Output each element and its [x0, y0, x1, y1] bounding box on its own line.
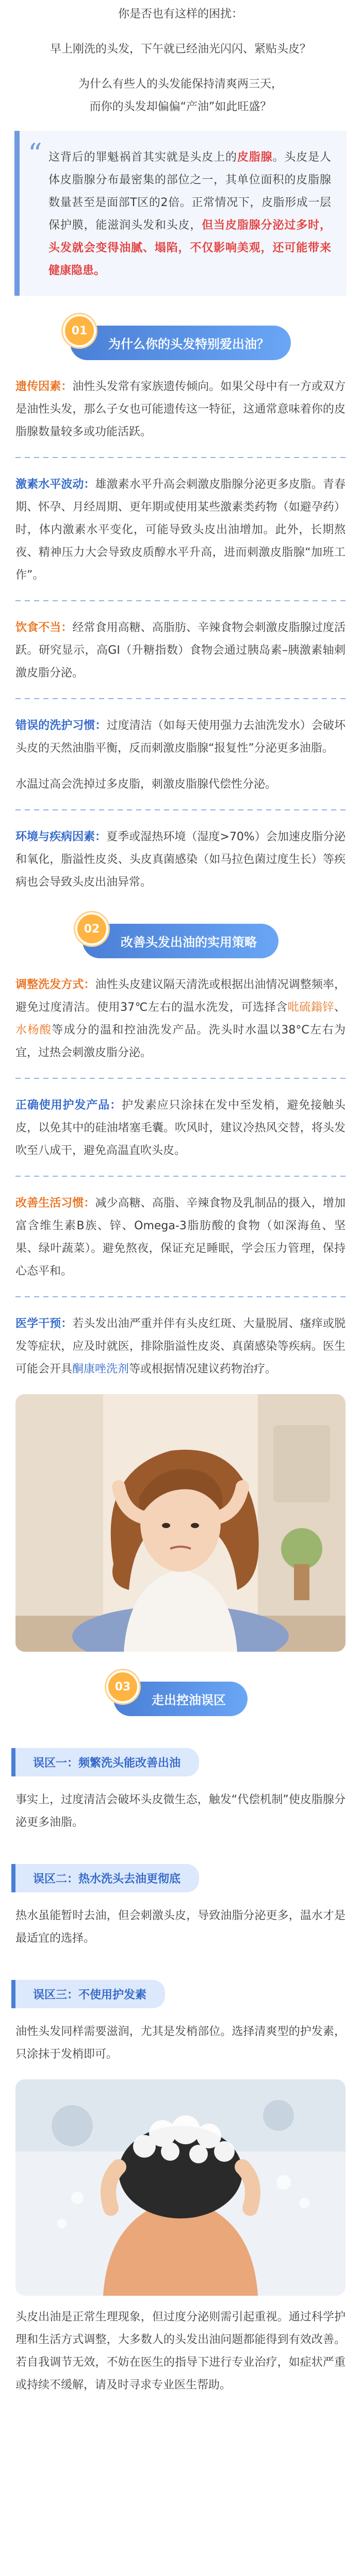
section-3-number: 03	[106, 1670, 139, 1703]
intro-line-1: 你是否也有这样的困扰：	[118, 8, 243, 21]
tip-washing	[15, 974, 346, 1064]
divider	[15, 1296, 346, 1297]
tip-conditioner-text: 护发素应只涂抹在发中至发梢，避免接触头皮，以免其中的硅油堵塞毛囊。吹风时，建议冷热风交替，将头发吹至八成干，避免高温直吹头皮。	[15, 1099, 346, 1157]
section-2-header	[0, 924, 361, 958]
cause-washing-text: 过度清洁（如每天使用强力去油洗发水）会破坏头皮的天然油脂平衡，反而刺激皮脂腺“报复性”分泌更多油脂。	[15, 719, 346, 755]
section-1-body-4	[15, 715, 346, 796]
cause-hormones-label: 激素水平波动：	[15, 478, 95, 491]
myth-3-tag: 误区三：不使用护发素	[15, 1980, 165, 2008]
tip-washing-separator: 、	[334, 1001, 346, 1014]
section-3-pill	[113, 1682, 248, 1716]
cause-hormones	[15, 473, 346, 587]
cause-washing	[15, 715, 346, 760]
section-2-body	[15, 974, 346, 1064]
quote-mark-icon: “	[28, 138, 42, 170]
cause-genetics-text: 油性头发常有家族遗传倾向。如果父母中有一方或双方是油性头发，那么子女也可能遗传这一特征，这通常意味着你的皮脂腺数量较多或功能活跃。	[15, 380, 346, 438]
section-1-header	[0, 326, 361, 360]
illustration-hair-washing	[15, 2079, 346, 2296]
section-1-body-3	[15, 617, 346, 685]
quote-card	[14, 131, 347, 296]
intro	[0, 0, 361, 118]
myth-3-text: 油性头发同样需要滋润，尤其是发梢部位。选择清爽型的护发素，只涂抹于发梢即可。	[15, 2025, 346, 2061]
cause-diet-label: 饮食不当：	[15, 621, 73, 634]
tip-medical-text-b: 等或根据情况建议药物治疗。	[129, 1363, 277, 1376]
divider	[15, 457, 346, 458]
section-1-title: 为什么你的头发特别爱出油？	[108, 337, 269, 351]
quote-part-1: 这背后的罪魁祸首其实就是头皮上的	[48, 151, 237, 164]
myth-2-text: 热水虽能暂时去油，但会刺激头皮，导致油脂分泌更多，温水才是最适宜的选择。	[15, 1909, 346, 1945]
section-3-title: 走出控油误区	[152, 1693, 226, 1707]
intro-line-2: 早上刚洗的头发，下午就已经油光闪闪、紧贴头皮？	[50, 43, 311, 56]
intro-line-3: 为什么有些人的头发能保持清爽两三天，	[78, 78, 283, 91]
cause-genetics	[15, 376, 346, 444]
quote-text	[48, 146, 331, 282]
myth-1-text: 事实上，过度清洁会破坏头皮微生态，触发“代偿机制”使皮脂腺分泌更多油脂。	[15, 1793, 346, 1829]
section-2-body-4	[15, 1313, 346, 1381]
cause-water-temp-text: 水温过高会洗掉过多皮脂，刺激皮脂腺代偿性分泌。	[15, 778, 277, 791]
section-3-header	[0, 1682, 361, 1716]
woman-hair-illustration	[15, 1394, 346, 1652]
cause-diet	[15, 617, 346, 685]
cause-environment-text: 夏季或湿热环境（湿度>70%）会加速皮脂分泌和氧化，脂溢性皮炎、头皮真菌感染（如马拉色菌过度生长）等疾病也会导致头皮出油异常。	[15, 831, 346, 889]
cause-washing-label: 错误的洗护习惯：	[15, 719, 107, 732]
illustration-woman-hair	[15, 1394, 346, 1652]
divider	[15, 1176, 346, 1177]
section-2-title: 改善头发出油的实用策略	[121, 935, 257, 950]
section-1-body-2	[15, 473, 346, 587]
myth-2-body	[15, 1905, 346, 1950]
myth-1-body	[15, 1789, 346, 1834]
intro-line-4: 而你的头发却偏偏“产油”如此旺盛？	[89, 100, 272, 113]
tip-washing-label: 调整洗发方式：	[15, 978, 95, 991]
quote-highlight-1: 皮脂腺	[237, 151, 273, 164]
tip-lifestyle-text: 减少高糖、高脂、辛辣食物及乳制品的摄入，增加富含维生素B族、锌、Omega-3脂肪酸的食物（如深海鱼、坚果、绿叶蔬菜）。避免熬夜，保证充足睡眠，学会压力管理，保持心态平和。	[15, 1197, 346, 1278]
closing	[15, 2306, 346, 2397]
hair-washing-illustration	[15, 2079, 346, 2296]
cause-environment	[15, 826, 346, 894]
divider	[15, 1078, 346, 1079]
quote-part-2: 。头皮是人体皮脂腺分布最密集的部位之一，其单位面积的皮脂腺数量甚至是面部T区的2倍。正常情况下，皮脂形成一层保护膜，能滋润头发和头皮，	[48, 151, 331, 232]
tip-medical	[15, 1313, 346, 1381]
section-1-body-5	[15, 826, 346, 894]
tip-medical-label: 医学干预：	[15, 1317, 73, 1330]
link-ketoconazole[interactable]: 酮康唑洗剂	[72, 1363, 129, 1376]
tip-lifestyle-label: 改善生活习惯：	[15, 1197, 95, 1210]
cause-water-temp	[15, 773, 346, 796]
tip-conditioner-label: 正确使用护发产品：	[15, 1099, 122, 1112]
myth-1-tag: 误区一：频繁洗头能改善出油	[15, 1748, 199, 1776]
cause-environment-label: 环境与疾病因素：	[15, 831, 107, 843]
section-2-pill	[83, 924, 278, 958]
tip-washing-text-b: 等成分的温和控油洗发产品。洗头时水温以38°C左右为宜，过热会刺激皮脂分泌。	[15, 1024, 346, 1059]
section-2-body-2	[15, 1094, 346, 1162]
divider	[15, 698, 346, 699]
tip-conditioner	[15, 1094, 346, 1162]
section-1-number: 01	[63, 314, 96, 347]
section-1-pill	[70, 326, 291, 360]
section-1-body	[15, 376, 346, 444]
section-2-number: 02	[75, 912, 108, 945]
tip-medical-text-a: 若头发出油严重并伴有头皮红斑、大量脱屑、瘙痒或脱发等症状，应及时就医，排除脂溢性皮炎、真菌感染等疾病。医生可能会开具	[15, 1317, 346, 1376]
myth-3-body	[15, 2021, 346, 2066]
link-zinc-pyrithione[interactable]: 吡硫鎓锌	[287, 1001, 334, 1014]
tip-lifestyle	[15, 1192, 346, 1283]
closing-text: 头皮出油是正常生理现象，但过度分泌则需引起重视。通过科学护理和生活方式调整，大多数人的头发出油问题都能得到有效改善。若自我调节无效，不妨在医生的指导下进行专业治疗，如症状严重或持续不缓解，请及时寻求专业医生帮助。	[15, 2311, 346, 2392]
quote-highlight-2: 但当皮脂腺分泌过多时，头发就会变得油腻、塌陷，不仅影响美观，还可能带来健康隐患。	[48, 219, 331, 277]
tip-washing-text-a: 油性头皮建议隔天清洗或根据出油情况调整频率，避免过度清洁。使用37℃左右的温水洗发，可选择含	[15, 978, 346, 1014]
cause-genetics-label: 遗传因素：	[15, 380, 73, 393]
cause-hormones-text: 雄激素水平升高会刺激皮脂腺分泌更多皮脂。青春期、怀孕、月经周期、更年期或使用某些激素类药物（如避孕药）时，体内激素水平变化，可能导致头皮出油增加。此外，长期熬夜、精神压力大会导致皮质醇水平升高，进而刺激皮脂腺“加班工作”。	[15, 478, 346, 582]
link-salicylic-acid[interactable]: 水杨酸	[15, 1024, 52, 1037]
cause-diet-text: 经常食用高糖、高脂肪、辛辣食物会刺激皮脂腺过度活跃。研究显示，高GI（升糖指数）食物会通过胰岛素–胰激素轴刺激皮脂分泌。	[15, 621, 346, 680]
myth-2-tag: 误区二：热水洗头去油更彻底	[15, 1864, 199, 1892]
section-2-body-3	[15, 1192, 346, 1283]
divider	[15, 600, 346, 601]
divider	[15, 809, 346, 810]
